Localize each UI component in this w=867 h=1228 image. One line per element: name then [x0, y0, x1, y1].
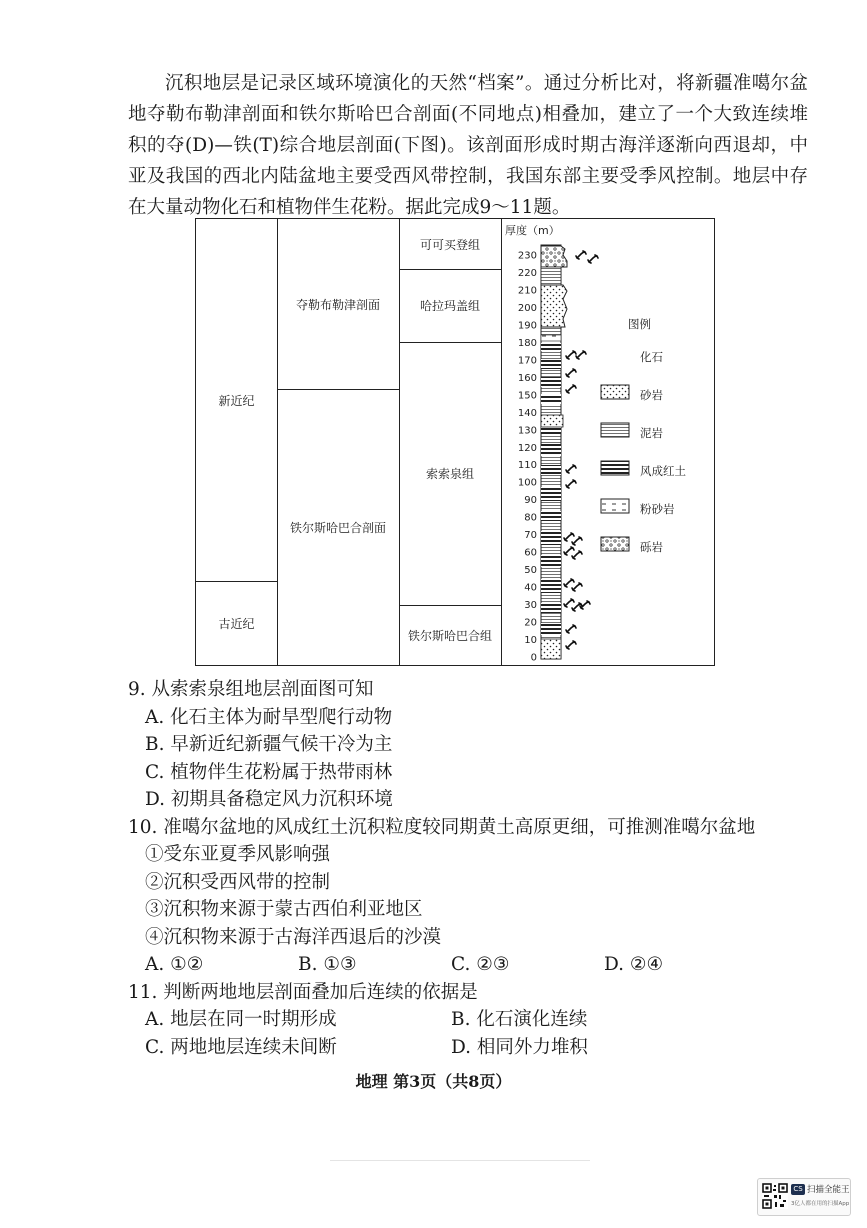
gravel-layer [541, 246, 567, 267]
intro-passage [128, 68, 808, 223]
statement-1: ①受东亚夏季风影响强 [145, 844, 331, 865]
sandstone-icon [601, 385, 629, 399]
option-d: D. 相同外力堆积 [451, 1036, 588, 1058]
option-a: A. 化石主体为耐旱型爬行动物 [145, 706, 393, 728]
scale-tick-label: 190 [517, 320, 537, 332]
mudstone-icon [601, 423, 629, 437]
formation-tieersihabahe: 铁尔斯哈巴合组 [407, 628, 492, 643]
scale-tick-label: 20 [524, 617, 537, 629]
scale-tick-label: 30 [524, 600, 537, 612]
legend-label-red-clay: 风成红土 [640, 464, 686, 478]
option-b: B. 早新近纪新疆气候干冷为主 [145, 734, 393, 755]
option-c: C. 两地地层连续未间断 [145, 1036, 337, 1058]
scale-tick-label: 150 [517, 390, 537, 402]
options-row [128, 1006, 828, 1034]
options-row [128, 951, 828, 979]
red-clay-icon [601, 461, 629, 475]
scale-tick-label: 170 [517, 355, 537, 367]
scale-tick-label: 180 [517, 337, 537, 349]
fossil-markers [564, 251, 598, 649]
question-10 [128, 814, 828, 979]
scale-tick-label: 200 [517, 302, 537, 314]
option-c: C. 植物伴生花粉属于热带雨林 [145, 761, 393, 783]
legend-label-sandstone: 砂岩 [640, 388, 663, 402]
scale-tick-label: 160 [517, 372, 537, 384]
option-a: A. 地层在同一时期形成 [145, 1009, 337, 1030]
section-tieersihabahe: 铁尔斯哈巴合剖面 [289, 520, 386, 535]
siltstone-icon [601, 499, 629, 513]
page-footer: 地理 第3页（共8页） [355, 1072, 512, 1091]
scale-tick-label: 90 [524, 495, 537, 507]
thickness-scale [518, 251, 537, 664]
scale-tick-label: 100 [517, 477, 537, 489]
option-d: D. 初期具备稳定风力沉积环境 [145, 789, 393, 810]
scanner-subtitle: 3亿人都在用的扫描App [791, 1201, 850, 1207]
scanner-logo-icon: CS [791, 1184, 805, 1195]
option-a: A. ①② [145, 954, 204, 975]
statement-2: ②沉积受西风带的控制 [145, 871, 331, 893]
thickness-axis-label: 厚度（m） [505, 224, 560, 237]
scale-tick-label: 230 [517, 250, 537, 262]
scale-tick-label: 220 [517, 268, 537, 279]
era-paleogene: 古近纪 [218, 616, 255, 631]
sandstone-layer [541, 285, 567, 327]
scale-tick-label: 140 [517, 407, 537, 419]
statement-3: ③沉积物来源于蒙古西伯利亚地区 [145, 899, 423, 920]
scale-tick-label: 40 [524, 582, 537, 594]
scale-tick-label: 70 [524, 530, 537, 542]
scale-tick-label: 10 [524, 635, 537, 646]
option-b: B. 化石演化连续 [451, 1009, 588, 1030]
formation-kekemaideng: 可可买登组 [419, 237, 480, 252]
formation-suosuoquan: 索索泉组 [425, 467, 474, 481]
scale-tick-label: 60 [524, 547, 537, 559]
scanner-watermark-badge [757, 1178, 851, 1216]
options-row [128, 1034, 828, 1062]
scale-tick-label: 0 [530, 652, 537, 664]
option-c: C. ②③ [451, 954, 510, 975]
scanner-title: 扫描全能王 [807, 1185, 850, 1195]
question-block [128, 676, 828, 1061]
aeolian-red-clay-bands [541, 343, 561, 635]
section-duolebulejin: 夺勒布勒津剖面 [295, 297, 380, 312]
stratigraphic-section-figure [195, 218, 715, 666]
question-9 [128, 676, 828, 814]
question-stem: 9. 从索索泉组地层剖面图可知 [128, 679, 374, 700]
statement-4: ④沉积物来源于古海洋西退后的沙漠 [145, 926, 442, 948]
formation-halamagai: 哈拉玛盖组 [419, 299, 480, 313]
scale-tick-label: 80 [524, 512, 537, 524]
legend-label-fossil: 化石 [640, 350, 663, 364]
scale-tick-label: 210 [517, 285, 537, 297]
gravel-icon [601, 537, 629, 551]
legend-label-mudstone: 泥岩 [640, 426, 663, 440]
qr-code-icon [762, 1183, 788, 1209]
question-stem: 11. 判断两地地层剖面叠加后连续的依据是 [128, 981, 478, 1003]
scale-tick-label: 120 [517, 442, 537, 454]
question-11 [128, 979, 828, 1062]
legend-title: 图例 [628, 317, 651, 331]
scale-tick-label: 130 [517, 425, 537, 437]
scale-tick-label: 50 [524, 565, 537, 577]
option-d: D. ②④ [604, 954, 664, 975]
question-stem: 10. 准噶尔盆地的风成红土沉积粒度较同期黄土高原更细，可推测准噶尔盆地 [128, 816, 756, 838]
scan-artifact-line [330, 1160, 590, 1161]
legend-label-siltstone: 粉砂岩 [640, 502, 675, 516]
scale-tick-label: 110 [517, 460, 537, 472]
stratigraphic-column [501, 219, 714, 665]
option-b: B. ①③ [298, 954, 357, 975]
legend-label-gravel: 砾岩 [640, 540, 663, 554]
era-neogene: 新近纪 [218, 393, 255, 408]
intro-text: 沉积地层是记录区域环境演化的天然“档案”。通过分析比对，将新疆准噶尔盆地夺勒布勒津剖面和铁尔斯哈巴合剖面(不同地点)相叠加，建立了一个大致连续堆积的夺(D)—铁(T)综合地层剖面(下图)。该剖面形成时期古海洋逐渐向西退却，中亚及我国的西北内陆盆地主要受西风带控制，我国东部主要受季风控制。地层中存在大量动物化石和植物伴生花粉。据此完成9～11题。 [128, 73, 808, 218]
